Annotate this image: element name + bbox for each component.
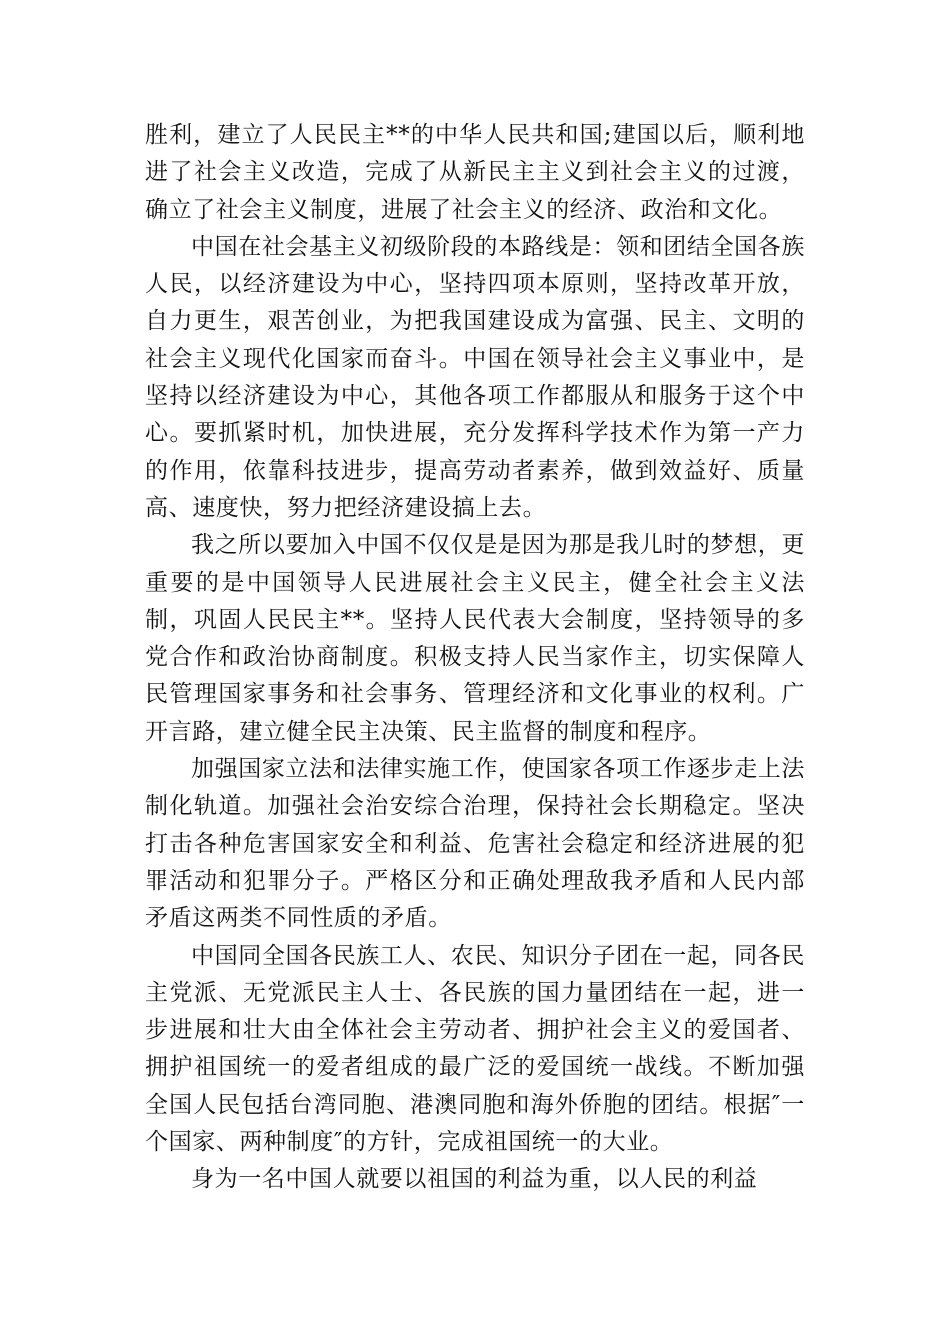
paragraph-5: 中国同全国各民族工人、农民、知识分子团在一起，同各民主党派、无党派民主人士、各民族的国力量团结在一起，进一步进展和壮大由全体社会主劳动者、拥护社会主义的爱国者、拥护祖国统一的爱者组成的最广泛的爱国统一战线。不断加强全国人民包括台湾同胞、港澳同胞和海外侨胞的团结。根据″一个国家、两种制度″的方针，完成祖国统一的大业。	[145, 942, 805, 1156]
paragraph-1: 胜利，建立了人民民主**的中华人民共和国;建国以后，顺利地进了社会主义改造，完成了从新民主主义到社会主义的过渡，确立了社会主义制度，进展了社会主义的经济、政治和文化。	[145, 122, 805, 223]
paragraph-4: 加强国家立法和法律实施工作，使国家各项工作逐步走上法制化轨道。加强社会治安综合治理，保持社会长期稳定。坚决打击各种危害国家安全和利益、危害社会稳定和经济进展的犯罪活动和犯罪分子。严格区分和正确处理敌我矛盾和人民内部矛盾这两类不同性质的矛盾。	[145, 756, 805, 932]
paragraph-2: 中国在社会基主义初级阶段的本路线是：领和团结全国各族人民，以经济建设为中心，坚持四项本原则，坚持改革开放，自力更生，艰苦创业，为把我国建设成为富强、民主、文明的社会主义现代化国家而奋斗。中国在领导社会主义事业中，是坚持以经济建设为中心，其他各项工作都服从和服务于这个中心。要抓紧时机，加快进展，充分发挥科学技术作为第一产力的作用，依靠科技进步，提高劳动者素养，做到效益好、质量高、速度快，努力把经济建设搞上去。	[145, 233, 805, 521]
document-body	[145, 117, 805, 1199]
paragraph-3: 我之所以要加入中国不仅仅是是因为那是我儿时的梦想，更重要的是中国领导人民进展社会主义民主，健全社会主义法制，巩固人民民主**。坚持人民代表大会制度，坚持领导的多党合作和政治协商制度。积极支持人民当家作主，切实保障人民管理国家事务和社会事务、管理经济和文化事业的权利。广开言路，建立健全民主决策、民主监督的制度和程序。	[145, 532, 805, 745]
paragraph-6: 身为一名中国人就要以祖国的利益为重，以人民的利益	[191, 1166, 758, 1193]
